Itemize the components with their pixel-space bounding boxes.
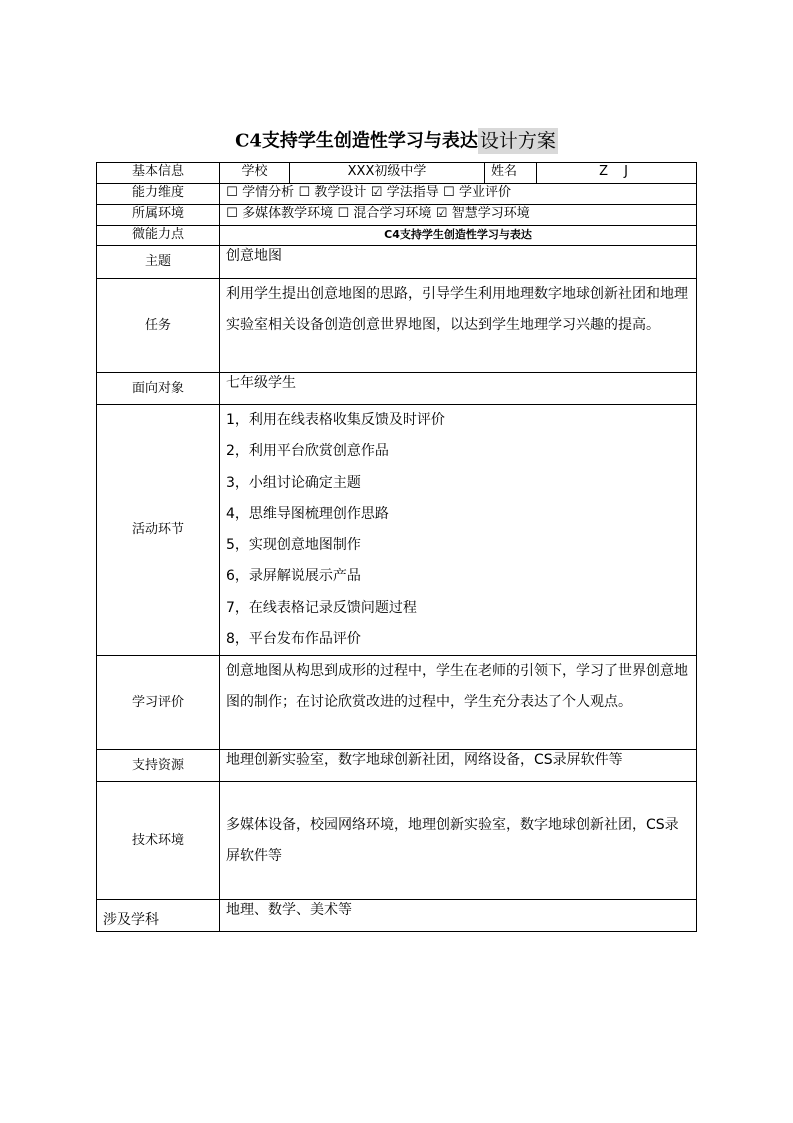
ability-options (220, 184, 697, 205)
row-basic-info (97, 163, 697, 184)
label-evaluation: 学习评价 (97, 656, 220, 750)
label-environment: 所属环境 (97, 205, 220, 226)
evaluation-cell (220, 656, 697, 750)
label-tech: 技术环境 (97, 782, 220, 900)
resources-value: 地理创新实验室，数字地球创新社团，网络设备，CS录屏软件等 (220, 750, 697, 782)
activity-item: 4，思维导图梳理创作思路 (226, 505, 389, 522)
evaluation-text: 创意地图从构思到成形的过程中，学生在老师的引领下，学习了世界创意地图的制作；在讨论欣赏改进的过程中，学生充分表达了个人观点。 (226, 663, 688, 711)
row-activities (97, 405, 697, 656)
school-value: XXX初级中学 (290, 163, 485, 184)
checkbox-icon: ☐ (226, 206, 238, 221)
checkbox-icon: ☐ (298, 185, 311, 200)
activity-item: 8，平台发布作品评价 (226, 631, 361, 648)
environment-options (220, 205, 697, 226)
row-micro-ability (97, 226, 697, 246)
row-audience (97, 373, 697, 405)
ability-option[interactable]: ☑ 学法指导 (370, 185, 439, 200)
micro-ability-value: C4支持学生创造性学习与表达 (220, 226, 697, 246)
activity-item: 5，实现创意地图制作 (226, 537, 361, 554)
row-subjects (97, 900, 697, 932)
label-task: 任务 (97, 279, 220, 373)
activity-item: 6，录屏解说展示产品 (226, 568, 361, 585)
task-cell (220, 279, 697, 373)
row-theme (97, 246, 697, 279)
row-environment (97, 205, 697, 226)
checkbox-icon: ☐ (226, 185, 238, 200)
task-text: 利用学生提出创意地图的思路，引导学生利用地理数字地球创新社团和地理实验室相关设备创造创意世界地图，以达到学生地理学习兴趣的提高。 (226, 286, 688, 333)
activity-item: 3，小组讨论确定主题 (226, 474, 361, 491)
title-suffix: 设计方案 (479, 130, 556, 152)
environment-option[interactable]: ☑ 智慧学习环境 (435, 206, 530, 221)
activity-item: 2，利用平台欣赏创意作品 (226, 443, 389, 460)
checkbox-checked-icon: ☑ (370, 185, 383, 200)
row-task (97, 279, 697, 373)
label-ability: 能力维度 (97, 184, 220, 205)
checkbox-icon: ☐ (443, 185, 455, 200)
subjects-value: 地理、数学、美术等 (220, 900, 697, 932)
label-activities: 活动环节 (97, 405, 220, 656)
title-main: C4支持学生创造性学习与表达 (235, 130, 478, 152)
label-subjects: 涉及学科 (97, 900, 220, 932)
audience-value: 七年级学生 (220, 373, 697, 405)
activity-item: 1，利用在线表格收集反馈及时评价 (226, 412, 445, 428)
environment-option[interactable]: ☐ 多媒体教学环境 (226, 206, 334, 221)
label-name: 姓名 (485, 163, 537, 184)
label-theme: 主题 (97, 246, 220, 279)
tech-cell (220, 782, 697, 900)
label-basic-info: 基本信息 (97, 163, 220, 184)
row-evaluation (97, 656, 697, 750)
ability-option[interactable]: ☐ 学业评价 (443, 185, 511, 200)
row-ability (97, 184, 697, 205)
ability-option[interactable]: ☐ 教学设计 (298, 185, 367, 200)
label-school: 学校 (220, 163, 290, 184)
label-micro-ability: 微能力点 (97, 226, 220, 246)
checkbox-checked-icon: ☑ (435, 206, 448, 221)
document-title (0, 126, 793, 153)
environment-option[interactable]: ☐ 混合学习环境 (337, 206, 432, 221)
tech-text: 多媒体设备，校园网络环境，地理创新实验室，数字地球创新社团，CS录屏软件等 (226, 816, 679, 864)
ability-option[interactable]: ☐ 学情分析 (226, 185, 295, 200)
label-audience: 面向对象 (97, 373, 220, 405)
name-value: Z J (537, 163, 697, 184)
label-resources: 支持资源 (97, 750, 220, 782)
row-resources (97, 750, 697, 782)
design-table (96, 162, 697, 932)
activity-list (226, 405, 690, 655)
row-tech (97, 782, 697, 900)
activities-cell (220, 405, 697, 656)
checkbox-icon: ☐ (337, 206, 350, 221)
activity-item: 7，在线表格记录反馈问题过程 (226, 599, 417, 616)
theme-value: 创意地图 (220, 246, 697, 279)
